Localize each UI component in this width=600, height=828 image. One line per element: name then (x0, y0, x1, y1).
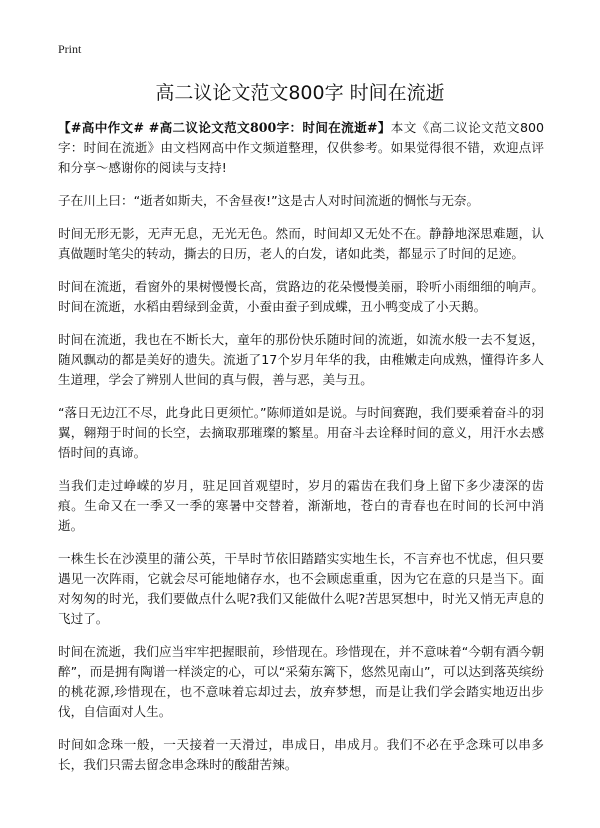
paragraph: “落日无边江不尽，此身此日更须忙。”陈师道如是说。与时间赛跑，我们要乘着奋斗的羽翼，翱翔于时间的长空，去摘取那璀璨的繁星。用奋斗去诠释时间的意义，用汗水去感悟时间的真谛。 (58, 405, 544, 460)
paragraph: 时间在流逝，我也在不断长大，童年的那份快乐随时间的流逝，如流水般一去不复返，随风飘动的都是美好的遗失。流逝了17个岁月年华的我，由稚嫩走向成熟，懂得许多人生道理，学会了辨别人世间的真与假，善与恶，美与丑。 (58, 332, 544, 387)
paragraph: 时间如念珠一般，一天接着一天滑过，串成日，串成月。我们不必在乎念珠可以串多长，我们只需去留念串念珠时的酸甜苦辣。 (58, 737, 544, 772)
paragraph: 子在川上曰：“逝者如斯夫，不舍昼夜!”这是古人对时间流逝的惆怅与无奈。 (58, 193, 480, 208)
paragraph: 当我们走过峥嵘的岁月，驻足回首观望时，岁月的霜齿在我们身上留下多少凄深的齿痕。生命又在一季又一季的寒暑中交替着，渐渐地，苍白的青春也在时间的长河中消逝。 (58, 478, 544, 533)
paragraph: 时间在流逝，看窗外的果树慢慢长高，赏路边的花朵慢慢美丽，聆听小雨细细的响声。时间在流逝，水稻由碧绿到金黄，小蚕由蚕子到成蝶，丑小鸭变成了小天鹅。 (58, 279, 544, 314)
intro-paragraph (58, 118, 544, 178)
article-body (58, 118, 544, 788)
page-title: 高二议论文范文800字 时间在流逝 (155, 82, 445, 104)
paragraph: 一株生长在沙漠里的蒲公英，干旱时节依旧踏踏实实地生长，不言弃也不忧虑，但只要遇见一次阵雨，它就会尽可能地储存水，也不会顾虑重重，因为它在意的只是当下。面对匆匆的时光，我们要做点什么呢?我们又能做什么呢?苦思冥想中，时光又悄无声息的飞过了。 (58, 551, 544, 626)
paragraph: 时间无形无影，无声无息，无光无色。然而，时间却又无处不在。静静地深思难题，认真做题时笔尖的转动，撕去的日历，老人的白发，诸如此类，都显示了时间的足迹。 (58, 226, 544, 261)
print-link[interactable]: Print (58, 42, 82, 56)
paragraph: 时间在流逝，我们应当牢牢把握眼前，珍惜现在。珍惜现在，并不意味着“今朝有酒今朝醉”，而是拥有陶谱一样淡定的心，可以“采菊东篱下，悠然见南山”，可以达到落英缤纷的桃花源,珍惜现在，也不意味着忘却过去，放弃梦想，而是让我们学会踏实地迈出步伐，自信面对人生。 (58, 644, 544, 719)
intro-text: 本文《高二议论文范文800字：时间在流逝》由文档网高中作文频道整理，仅供参考。如果觉得很不错，欢迎点评和分享～感谢你的阅读与支持! (58, 120, 544, 175)
intro-tag: 【#高中作文# #高二议论文范文800字：时间在流逝#】 (58, 120, 391, 135)
